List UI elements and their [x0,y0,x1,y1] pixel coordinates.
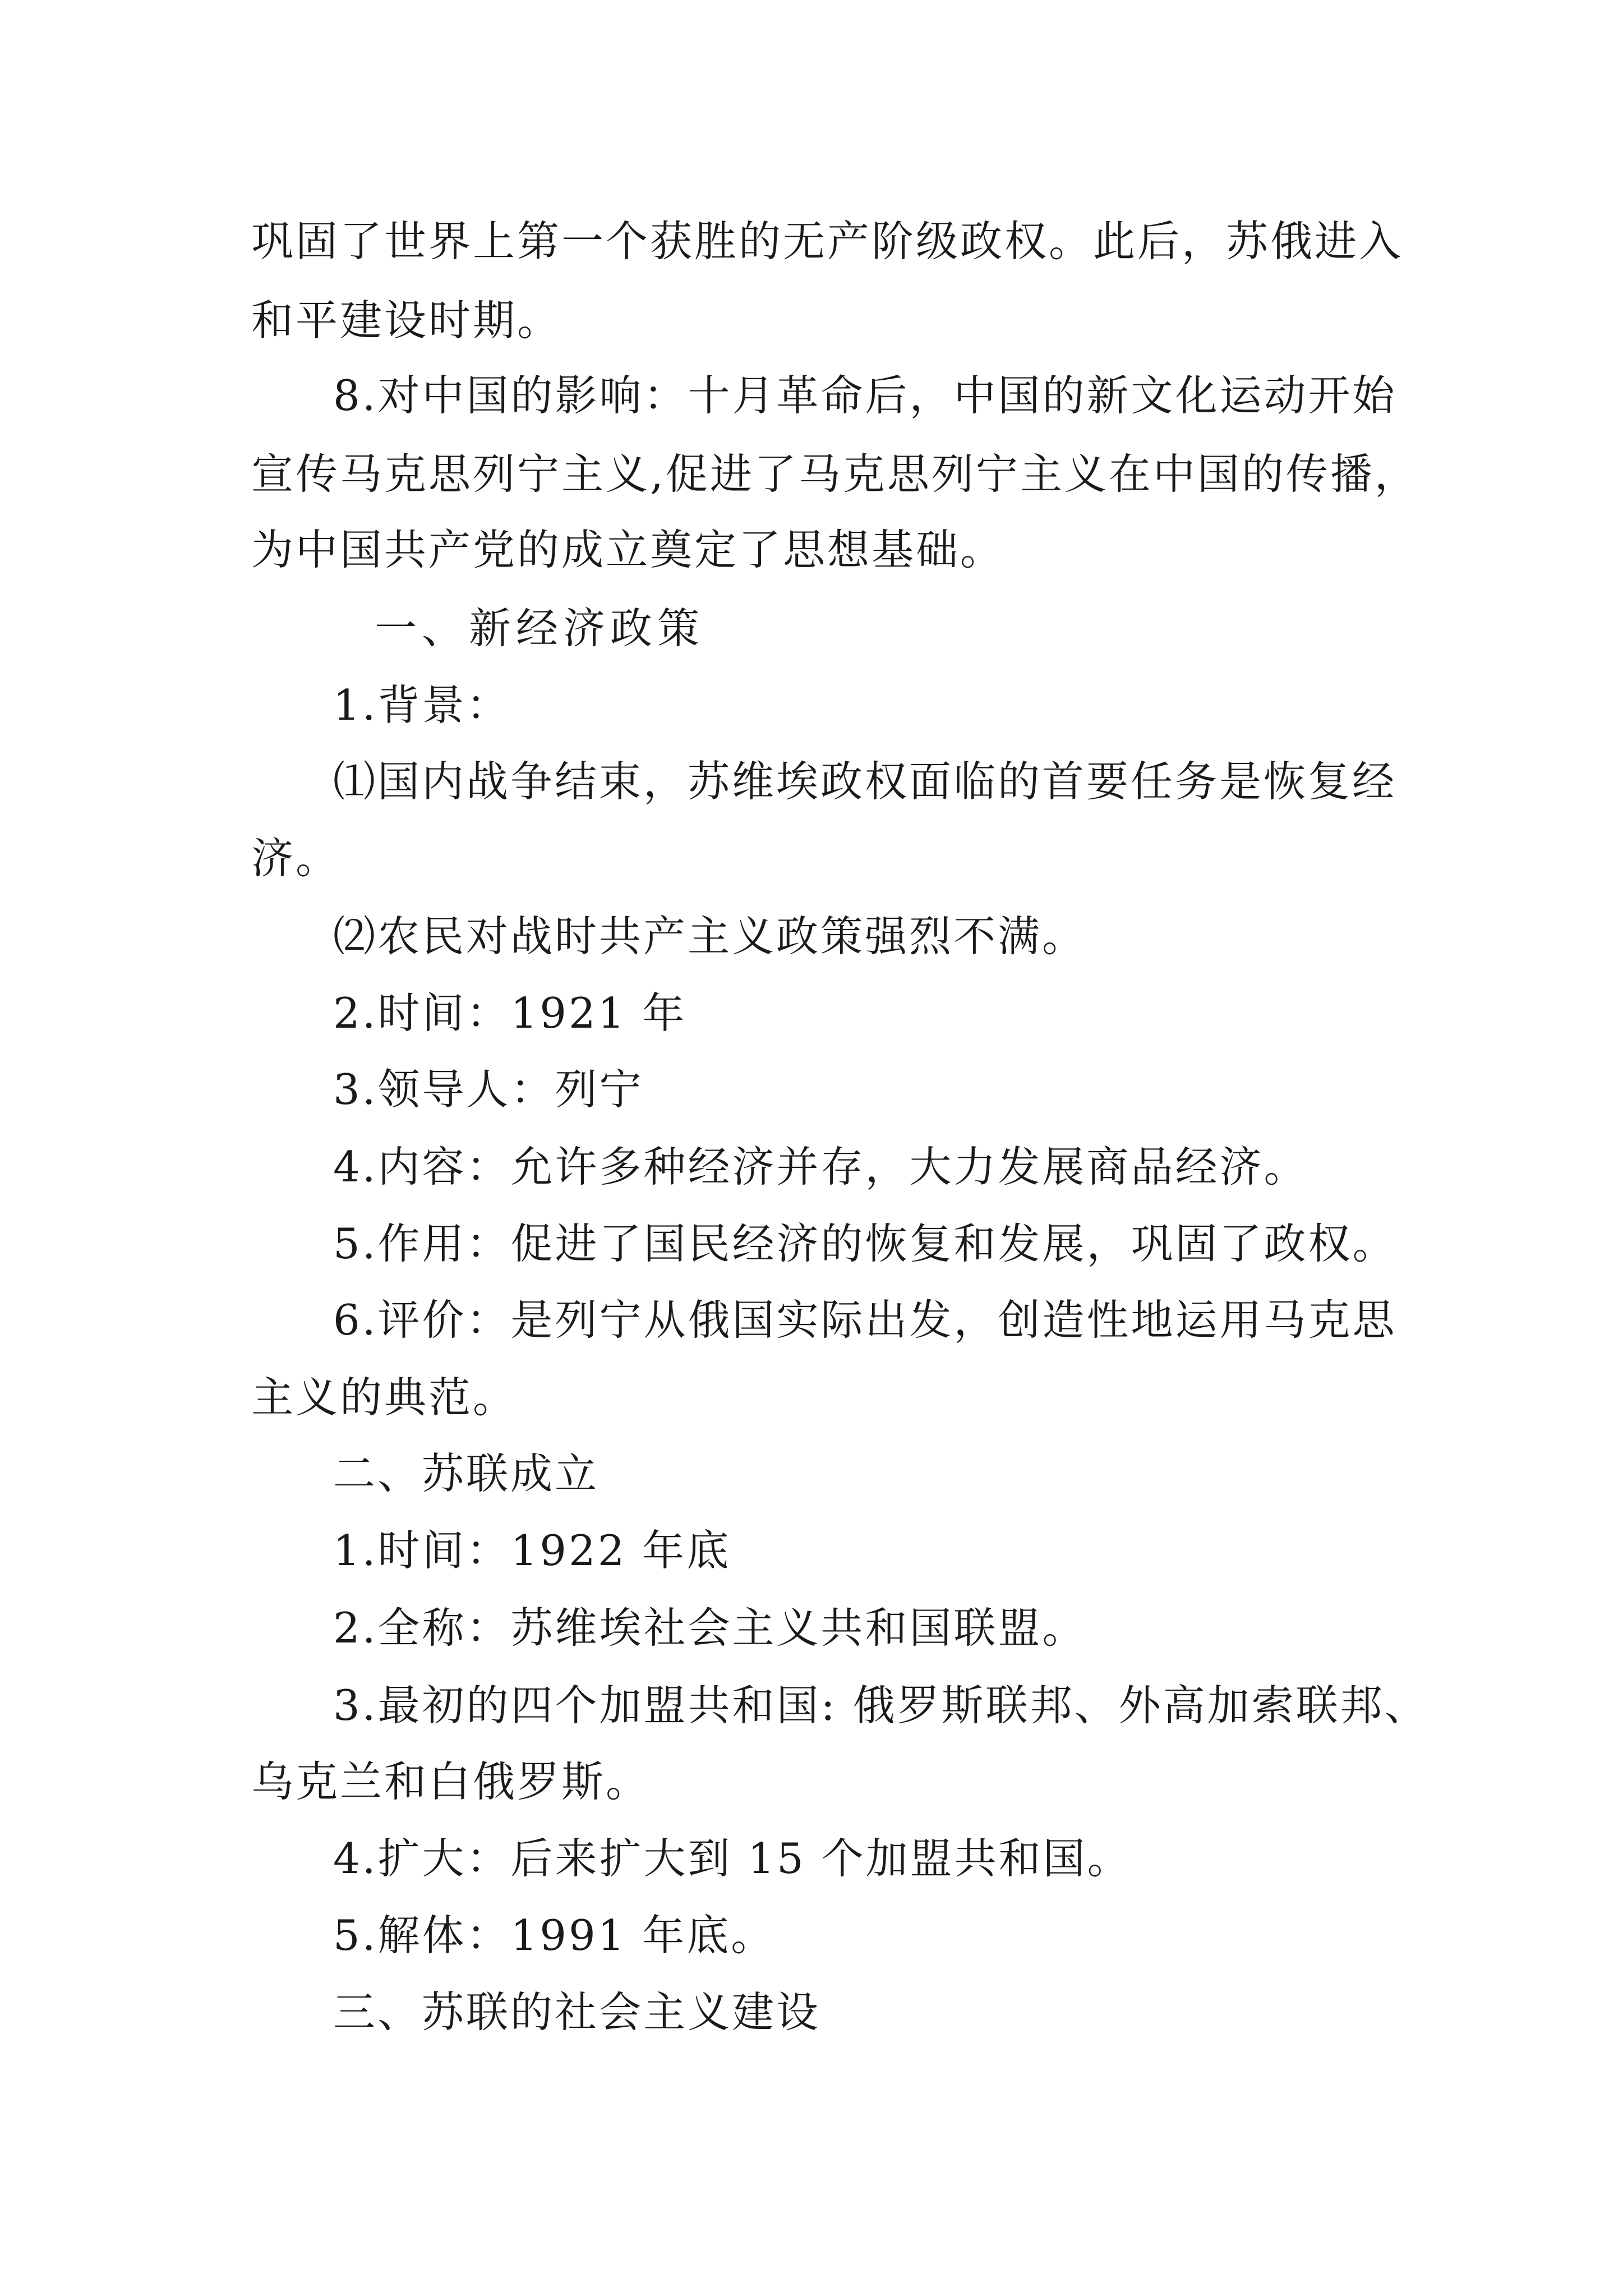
influence-line-1: 8.对中国的影响：十月革命后，中国的新文化运动开始 [333,371,1397,420]
nep-background-item-1-line-1: ⑴国内战争结束，苏维埃政权面临的首要任务是恢复经 [333,757,1397,806]
influence-line-2: 宣传马克思列宁主义,促进了马克思列宁主义在中国的传播， [251,449,1419,499]
nep-content: 4.内容：允许多种经济并存，大力发展商品经济。 [333,1142,1308,1191]
nep-effect: 5.作用：促进了国民经济的恢复和发展，巩固了政权。 [333,1219,1397,1268]
intro-line-2: 和平建设时期。 [251,296,562,345]
influence-line-3: 为中国共产党的成立奠定了思想基础。 [251,525,1005,574]
ussr-founders-line-1: 3.最初的四个加盟共和国: 俄罗斯联邦、外高加索联邦、 [333,1681,1429,1730]
section-heading-new-economic-policy: 一、新经济政策 [375,604,705,653]
nep-background-label: 1.背景： [333,680,511,730]
nep-time: 2.时间：1921 年 [333,988,687,1038]
nep-background-item-2: ⑵农民对战时共产主义政策强烈不满。 [333,912,1087,961]
ussr-time: 1.时间：1922 年底 [333,1526,731,1575]
nep-evaluation-line-2: 主义的典范。 [251,1373,518,1422]
nep-evaluation-line-1: 6.评价：是列宁从俄国实际出发，创造性地运用马克思 [333,1295,1397,1345]
section-heading-socialist-construction: 三、苏联的社会主义建设 [333,1987,821,2037]
ussr-full-name: 2.全称：苏维埃社会主义共和国联盟。 [333,1603,1087,1653]
nep-background-item-1-line-2: 济。 [251,834,340,883]
ussr-founders-line-2: 乌克兰和白俄罗斯。 [251,1757,651,1806]
intro-line-1: 巩固了世界上第一个获胜的无产阶级政权。此后，苏俄进入 [251,217,1404,266]
nep-leader: 3.领导人：列宁 [333,1065,644,1114]
ussr-dissolution: 5.解体：1991 年底。 [333,1911,776,1960]
section-heading-ussr-founding: 二、苏联成立 [333,1449,600,1498]
ussr-expansion: 4.扩大：后来扩大到 15 个加盟共和国。 [333,1834,1132,1883]
